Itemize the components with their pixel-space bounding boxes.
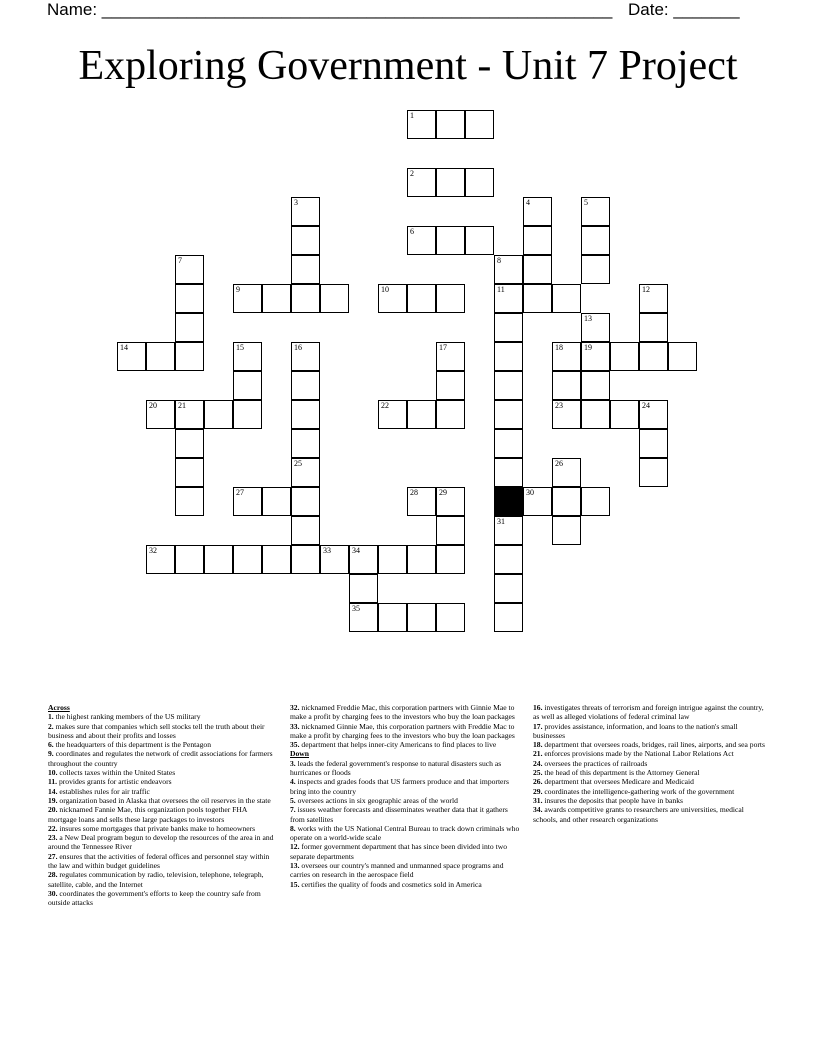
crossword-cell[interactable] [146,545,175,574]
clue-number: 1 [410,111,414,120]
crossword-cell[interactable] [465,110,494,139]
clue-item [48,749,276,768]
clue-number: 1. [48,712,54,722]
clue-text: certifies the quality of foods and cosmetics sold in America [299,879,482,889]
crossword-cell[interactable] [407,110,436,139]
clue-item [48,824,276,833]
clue-number: 27 [236,488,244,497]
crossword-cell[interactable] [320,284,349,313]
crossword-cell[interactable] [436,603,465,632]
clue-number: 6. [48,740,54,750]
crossword-cell[interactable] [523,226,552,255]
crossword-cell[interactable] [291,429,320,458]
clue-number: 16. [533,703,543,712]
clue-number: 13. [290,861,300,871]
clue-number: 8. [290,823,296,833]
clue-number: 23 [555,401,563,410]
crossword-cell[interactable] [175,458,204,487]
clue-text: organization based in Alaska that oversees the oil reserves in the state [57,795,271,805]
crossword-cell[interactable] [465,226,494,255]
clue-number: 22 [381,401,389,410]
clue-item [290,824,524,843]
crossword-cell[interactable] [639,342,668,371]
clue-number: 10 [381,285,389,294]
clue-item [48,768,276,777]
crossword-cell[interactable] [552,371,581,400]
clue-text: coordinates and regulates the network of credit associations for farmers throughout the country [48,749,273,768]
across-heading: Across [48,703,70,712]
clue-number: 5 [584,198,588,207]
crossword-cell[interactable] [407,226,436,255]
crossword-cell[interactable] [436,516,465,545]
clue-number: 34 [352,546,360,555]
crossword-cell[interactable] [610,342,639,371]
clue-item [290,777,524,796]
crossword-cell[interactable] [175,429,204,458]
crossword-cell[interactable] [175,342,204,371]
clue-text: nicknamed Fannie Mae, this organization pools together FHA mortgage loans and sells these large packages to investors [48,805,247,824]
clue-number: 29. [533,786,543,796]
clue-text: provides assistance, information, and loans to the nation's small businesses [533,721,738,740]
crossword-cell[interactable] [233,400,262,429]
crossword-cell[interactable] [494,255,523,284]
crossword-black-cell [494,487,523,516]
crossword-cell[interactable] [291,516,320,545]
clue-text: regulates communication by radio, television, telephone, telegraph, satellite, cable, and the Internet [48,870,264,889]
crossword-cell[interactable] [262,545,291,574]
clue-number: 16 [294,343,302,352]
clue-number: 35. [290,740,300,750]
clue-number: 20. [48,805,58,815]
clue-item [290,805,524,824]
crossword-cell[interactable] [581,487,610,516]
clue-text: works with the US National Central Bureau to track down criminals who operate on a world-wide scale [290,823,520,843]
crossword-cell[interactable] [436,284,465,313]
crossword-cell[interactable] [436,342,465,371]
clue-item [533,722,765,741]
clue-number: 13 [584,314,592,323]
page-title: Exploring Government - Unit 7 Project [78,43,738,89]
clue-text: insures some mortgages that private banks make to homeowners [57,823,256,833]
crossword-cell[interactable] [291,487,320,516]
clue-text: the head of this department is the Attorney General [542,768,700,778]
clue-number: 14. [48,786,58,796]
crossword-cell[interactable] [523,197,552,226]
clue-text: the highest ranking members of the US military [53,712,201,722]
crossword-cell[interactable] [494,603,523,632]
clue-item [533,703,765,722]
clue-item [533,787,765,796]
clue-number: 11. [48,777,58,787]
crossword-cell[interactable] [291,371,320,400]
crossword-cell[interactable] [349,574,378,603]
clue-text: enforces provisions made by the National Labor Relations Act [542,749,734,759]
crossword-cell[interactable] [291,197,320,226]
clue-number: 19. [48,795,58,805]
crossword-cell[interactable] [494,516,523,545]
clue-item [48,889,276,908]
crossword-cell[interactable] [175,545,204,574]
clue-number: 7 [178,256,182,265]
crossword-cell[interactable] [262,284,291,313]
crossword-cell[interactable] [233,371,262,400]
clue-number: 9 [236,285,240,294]
crossword-cell[interactable] [581,371,610,400]
crossword-cell[interactable] [204,400,233,429]
crossword-cell[interactable] [320,545,349,574]
crossword-cell[interactable] [639,313,668,342]
crossword-cell[interactable] [523,284,552,313]
clue-item [48,805,276,824]
crossword-cell[interactable] [175,313,204,342]
date-field-label: Date: _______ [628,0,740,19]
clue-number: 11 [497,285,505,294]
crossword-cell[interactable] [407,487,436,516]
clue-number: 24 [642,401,650,410]
crossword-cell[interactable] [581,226,610,255]
clue-item [290,740,524,749]
clue-text: department that oversees Medicare and Medicaid [542,777,694,787]
crossword-cell[interactable] [378,603,407,632]
clue-text: insures the deposits that people have in banks [542,795,683,805]
clue-number: 22. [48,823,58,833]
crossword-cell[interactable] [494,429,523,458]
clue-number: 34. [533,805,543,815]
clue-number: 32. [290,703,300,712]
clue-text: leads the federal government's response to natural disasters such as hurricanes or floods [290,758,502,778]
name-field-label: Name: ______________________________________________________ [47,0,613,19]
clue-number: 30. [48,888,58,898]
clue-item [533,796,765,805]
clue-text: oversees the practices of railroads [542,758,648,768]
clue-number: 32 [149,546,157,555]
clue-number: 18. [533,740,543,750]
crossword-cell[interactable] [233,284,262,313]
crossword-cell[interactable] [581,400,610,429]
clue-number: 3 [294,198,298,207]
crossword-cell[interactable] [639,429,668,458]
clue-number: 25 [294,459,302,468]
clue-text: issues weather forecasts and disseminates weather data that it gathers from satellites [290,805,508,824]
clues-column-1 [48,703,276,908]
crossword-cell[interactable] [378,400,407,429]
clue-text: collects taxes within the United States [57,768,176,778]
clue-number: 20 [149,401,157,410]
clue-text: establishes rules for air traffic [57,786,150,796]
clue-item [48,777,276,786]
crossword-cell[interactable] [349,545,378,574]
crossword-cell[interactable] [233,342,262,371]
crossword-cell[interactable] [436,371,465,400]
clue-number: 2. [48,721,54,731]
crossword-cell[interactable] [552,284,581,313]
clue-number: 5. [290,795,296,805]
clue-text: department that helps inner-city Americans to find places to live [299,740,497,750]
crossword-cell[interactable] [291,545,320,574]
crossword-cell[interactable] [175,284,204,313]
crossword-cell[interactable] [378,284,407,313]
clue-text: department that oversees roads, bridges, rail lines, airports, and sea ports [542,740,765,750]
clue-number: 18 [555,343,563,352]
crossword-cell[interactable] [436,110,465,139]
crossword-cell[interactable] [668,342,697,371]
clue-number: 9. [48,749,54,759]
clue-text: nicknamed Freddie Mac, this corporation partners with Ginnie Mae to make a profit by charging fees to the investors who buy the loan packages [290,703,515,722]
clue-number: 31. [533,795,543,805]
crossword-cell[interactable] [146,400,175,429]
clue-item [533,805,765,824]
crossword-cell[interactable] [175,487,204,516]
crossword-cell[interactable] [407,400,436,429]
clue-number: 15 [236,343,244,352]
clue-text: investigates threats of terrorism and foreign intrigue against the country, as well as alleged violations of federal criminal law [533,703,764,722]
crossword-cell[interactable] [581,197,610,226]
crossword-cell[interactable] [581,313,610,342]
crossword-cell[interactable] [494,458,523,487]
crossword-cell[interactable] [291,458,320,487]
crossword-cell[interactable] [204,545,233,574]
clue-number: 17. [533,721,543,731]
crossword-cell[interactable] [378,545,407,574]
crossword-cell[interactable] [639,284,668,313]
crossword-cell[interactable] [494,545,523,574]
crossword-cell[interactable] [494,371,523,400]
clue-item [290,880,524,889]
clue-item [48,796,276,805]
clue-item [48,787,276,796]
crossword-cell[interactable] [639,458,668,487]
clue-text: ensures that the activities of federal offices and personnel stay within the law and within budget guidelines [48,851,270,871]
crossword-cell[interactable] [146,342,175,371]
clue-text: oversees our country's manned and unmanned space programs and carries on research in the aerospace field [290,861,504,880]
clue-text: provides grants for artistic endeavors [57,777,172,787]
clues-column-3 [533,703,765,824]
crossword-cell[interactable] [407,168,436,197]
clue-item [48,722,276,741]
clue-number: 10. [48,768,58,778]
clue-number: 31 [497,517,505,526]
crossword-cell[interactable] [233,545,262,574]
clue-number: 26 [555,459,563,468]
clue-number: 14 [120,343,128,352]
down-heading: Down [290,749,309,759]
crossword-cell[interactable] [610,400,639,429]
clue-item [533,759,765,768]
clue-number: 33. [290,721,300,731]
clue-item [290,759,524,778]
crossword-cell[interactable] [552,487,581,516]
clue-number: 4. [290,777,296,787]
clue-number: 23. [48,833,58,843]
clue-number: 7. [290,805,296,815]
clue-number: 19 [584,343,592,352]
clue-number: 12. [290,842,300,852]
crossword-cell[interactable] [291,342,320,371]
clue-text: a New Deal program begun to develop the resources of the area in and around the Tennessee River [48,833,274,852]
clue-number: 2 [410,169,414,178]
clue-text: nicknamed Ginnie Mae, this corporation partners with Freddie Mac to make a profit by charging fees to the investors who buy the loan packages [290,721,515,740]
crossword-cell[interactable] [552,458,581,487]
crossword-cell[interactable] [407,284,436,313]
crossword-cell[interactable] [349,603,378,632]
crossword-cell[interactable] [407,545,436,574]
clue-item [48,740,276,749]
crossword-cell[interactable] [436,226,465,255]
crossword-cell[interactable] [175,255,204,284]
clue-number: 30 [526,488,534,497]
clue-text: oversees actions in six geographic areas of the world [295,795,458,805]
crossword-cell[interactable] [117,342,146,371]
clue-text: coordinates the government's efforts to keep the country safe from outside attacks [48,888,261,908]
clue-item [290,703,524,722]
clue-number: 21 [178,401,186,410]
clue-text: awards competitive grants to researchers are universities, medical schools, and other research organizations [533,805,744,824]
clue-item [290,722,524,741]
clue-number: 25. [533,768,543,778]
clue-text: former government department that has since been divided into two separate departments [290,842,508,861]
clue-number: 6 [410,227,414,236]
clue-item [48,870,276,889]
crossword-cell[interactable] [465,168,494,197]
crossword-cell[interactable] [494,574,523,603]
crossword-cell[interactable] [407,603,436,632]
crossword-cell[interactable] [291,284,320,313]
clue-item [48,833,276,852]
clue-number: 8 [497,256,501,265]
crossword-cell[interactable] [523,255,552,284]
crossword-cell[interactable] [639,400,668,429]
clue-item [290,861,524,880]
crossword-cell[interactable] [436,545,465,574]
crossword-cell[interactable] [436,168,465,197]
clue-item [290,796,524,805]
crossword-cell[interactable] [436,487,465,516]
clue-number: 15. [290,879,300,889]
crossword-cell[interactable] [494,313,523,342]
crossword-cell[interactable] [494,400,523,429]
clue-item [533,768,765,777]
clue-item [533,740,765,749]
clue-item [290,842,524,861]
clue-number: 17 [439,343,447,352]
crossword-cell[interactable] [581,255,610,284]
clue-number: 3. [290,758,296,768]
crossword-cell[interactable] [494,284,523,313]
crossword-cell[interactable] [233,487,262,516]
clue-item [48,852,276,871]
clue-item [48,712,276,721]
clue-number: 29 [439,488,447,497]
crossword-cell[interactable] [552,342,581,371]
clue-text: coordinates the intelligence-gathering work of the government [542,786,735,796]
clue-text: inspects and grades foods that US farmers produce and that importers bring into the country [290,777,509,796]
clue-number: 21. [533,749,543,759]
clue-number: 28. [48,870,58,880]
crossword-cell[interactable] [291,226,320,255]
clue-number: 28 [410,488,418,497]
clue-number: 24. [533,758,543,768]
crossword-cell[interactable] [552,400,581,429]
crossword-cell[interactable] [523,487,552,516]
clue-text: makes sure that companies which sell stocks tell the truth about their business and about their profits and losses [48,721,265,740]
crossword-cell[interactable] [262,487,291,516]
clue-item [533,777,765,786]
crossword-cell[interactable] [291,400,320,429]
crossword-cell[interactable] [581,342,610,371]
crossword-cell[interactable] [552,516,581,545]
clue-number: 33 [323,546,331,555]
clue-number: 12 [642,285,650,294]
clue-number: 35 [352,604,360,613]
crossword-cell[interactable] [175,400,204,429]
clue-item [533,749,765,758]
clue-number: 4 [526,198,530,207]
clue-number: 27. [48,851,58,861]
clues-column-2 [290,703,524,889]
crossword-cell[interactable] [494,342,523,371]
clue-text: the headquarters of this department is the Pentagon [53,740,212,750]
crossword-cell[interactable] [436,400,465,429]
crossword-cell[interactable] [291,255,320,284]
clue-number: 26. [533,777,543,787]
